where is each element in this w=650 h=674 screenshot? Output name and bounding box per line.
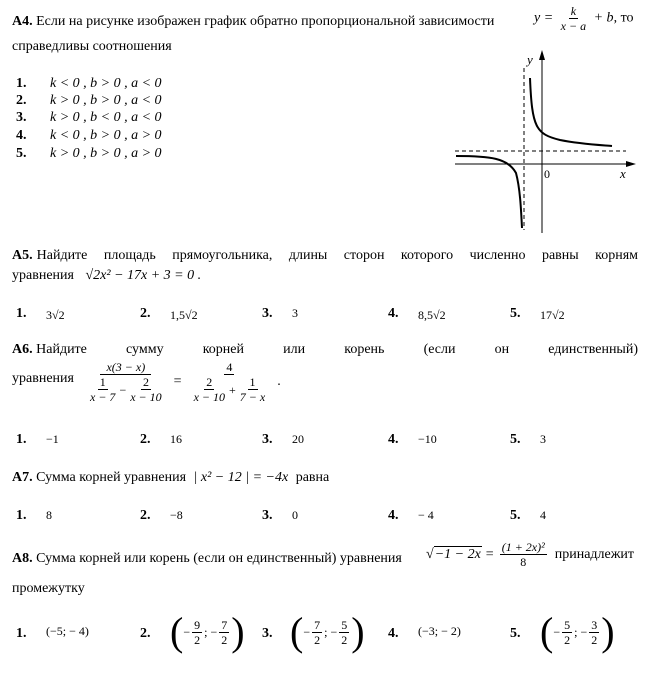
option-text: −8 [170,508,183,522]
frac-den: 2 [314,632,321,647]
option-number: 1. [16,306,27,321]
a6-lhs-d1 [88,375,117,404]
a6-lhs-num: x(3 − x) [100,360,151,375]
option-number: 3. [262,626,273,641]
option-number: 2. [140,432,151,447]
option-text: − 4 [418,508,434,522]
option-text: 16 [170,432,182,446]
frac-num: 5 [341,617,348,632]
frac-den: 2 [564,632,571,647]
option-text: k > 0 , b > 0 , a < 0 [50,93,162,108]
a5-option-4[interactable] [388,306,446,322]
option-text: 8 [46,508,52,522]
frac-den: x − 10 [130,390,162,404]
a6-rhs-d2 [238,375,267,404]
a5-option-1[interactable] [16,306,65,322]
frac-den: 2 [341,632,348,647]
y-axis-label: y [527,52,533,67]
option-text: 0 [292,508,298,522]
option-text: 4 [540,508,546,522]
a8-line2: промежутку [12,581,85,596]
a6-lhs [84,360,168,404]
option-text: k < 0 , b > 0 , a > 0 [50,128,162,143]
a7-number: А7. [12,470,33,485]
option-number: 5. [510,306,521,321]
a6-rhs-den: $\frac{2}{x - 10}$ + $\frac{1}{7 - x}$ [193,375,266,404]
option-number: 4. [388,626,399,641]
a8-frac-den: 8 [520,555,527,569]
frac-den: 2 [591,632,598,647]
option-number: 4. [388,508,399,523]
a6-word: или [283,342,306,357]
a4-formula-tail: + b [593,10,614,26]
a4-text-end: , то [613,10,634,26]
a6-rhs-num: 4 [226,360,233,374]
a6-option-1[interactable] [16,432,59,448]
a4-formula-lhs: y = [534,10,554,26]
a8-number: А8. [12,551,33,566]
a6-word: (если [423,342,456,357]
option-number: 3. [262,432,273,447]
a8-option-4[interactable] [388,624,461,642]
a8-option-2-interval: ( − $\frac{9}{2}$ ; − $\frac{7}{2}$ ) [170,609,245,654]
frac-num: 5 [564,617,571,632]
option-text: −1 [46,432,59,446]
a6-option-3[interactable] [262,432,304,448]
a4-option-2[interactable] [16,93,162,109]
frac-num: 7 [221,617,228,632]
option-number: 3. [262,508,273,523]
a4-graph [450,48,640,233]
a8-text: Сумма корней или корень (если он единственный) уравнения [36,551,402,566]
a4-option-3[interactable] [16,110,162,126]
a6-word: корней [202,342,245,357]
a7-option-1[interactable] [16,508,52,524]
option-number: 4. [388,432,399,447]
a6-option-5[interactable] [510,432,546,448]
frac-num: 3 [591,617,598,632]
option-number: 3. [262,306,273,321]
a6-option-2[interactable] [140,432,182,448]
a5-number: А5. [12,248,33,263]
curve-left-branch [456,156,522,228]
frac-den: 2 [194,632,201,647]
a7-option-5[interactable] [510,508,546,524]
a6-word: он [494,342,510,357]
a6-word: Найдите [36,342,87,357]
a7-option-3[interactable] [262,508,298,524]
option-number: 1. [16,432,27,447]
option-text: (−5; − 4) [46,624,89,638]
a6-number: А6. [12,342,33,357]
option-number: 5. [510,508,521,523]
a8-equation: √ −1 − 2x = $\frac{\text{(1 + 2x)²}}{8}$ принадлежит [426,540,635,569]
frac-num: 2 [206,375,213,389]
a4-option-4[interactable] [16,128,162,144]
option-text: −10 [418,432,437,446]
option-text: k > 0 , b < 0 , a < 0 [50,110,162,125]
a8-option-5-interval: ( − $\frac{5}{2}$ ; − $\frac{3}{2}$ ) [540,609,615,654]
a5-option-5[interactable] [510,306,565,322]
option-text: 3 [540,432,546,446]
a6-lhs-den: $\frac{1}{x - 7}$ − $\frac{2}{x - 10}$ [90,375,162,404]
a5-option-2[interactable] [140,306,198,322]
a8-option-3[interactable] [262,626,273,642]
a4-formula-frac [559,4,588,33]
a5-equation: √2x² − 17x + 3 = 0 . [85,268,202,283]
a8-frac [500,540,547,569]
option-text: k > 0 , b > 0 , a > 0 [50,146,162,161]
a8-frac-num: (1 + 2x)² [501,540,545,554]
option-text: 20 [292,432,304,446]
a4-option-1[interactable] [16,76,162,92]
a6-option-4[interactable] [388,432,437,448]
option-number: 1. [16,626,27,641]
frac-num: 9 [194,617,201,632]
option-number: 5. [510,432,521,447]
frac-num: 2 [142,375,149,389]
a6-word: сумму [126,342,164,357]
option-text: 1,5√2 [170,308,198,322]
option-number: 2. [16,93,27,108]
frac-den: 2 [221,632,228,647]
a7-equation: | x² − 12 | = −4x [193,470,289,485]
option-number: 5. [16,146,27,161]
a7-text-end: равна [295,470,330,485]
option-text: 3√2 [46,308,65,322]
a6-word: единственный) [548,342,638,357]
a7-option-4[interactable] [388,508,434,524]
a5-line2 [12,268,201,284]
a7-text: Сумма корней уравнения [36,470,187,485]
a7-line [12,470,329,486]
a6-word: корень [344,342,385,357]
a4-frac-den: x − a [560,19,587,33]
a6-lhs-d2 [128,375,163,404]
a4-text: Если на рисунке изображен график обратно пропорциональной зависимости [36,14,495,29]
a8-option-3-interval: ( − $\frac{7}{2}$ ; − $\frac{5}{2}$ ) [290,609,365,654]
a8-option-5[interactable] [510,626,521,642]
option-text: k < 0 , b > 0 , a < 0 [50,76,162,91]
a6-rhs [188,360,272,404]
frac-num: 1 [99,375,106,389]
y-axis-arrow [539,50,545,60]
option-text: 17√2 [540,308,565,322]
option-number: 5. [510,626,521,641]
frac-den: 7 − x [239,390,266,404]
a8-option-1[interactable] [16,624,89,642]
option-number: 2. [140,306,151,321]
frac-den: x − 10 [193,390,225,404]
option-number: 4. [16,128,27,143]
option-number: 3. [16,110,27,125]
origin-label: 0 [544,167,550,181]
option-number: 1. [16,508,27,523]
option-number: 1. [16,76,27,91]
a8-line1 [12,551,402,567]
a6-line1 [12,342,638,358]
a5-line1 [12,248,638,264]
a4-formula [534,4,634,33]
option-number: 2. [140,508,151,523]
a5-option-3[interactable] [262,306,298,322]
a6-rhs-d1 [192,375,227,404]
frac-num: 7 [314,617,321,632]
a6-line2-label: уравнения [12,371,74,386]
option-text: 8,5√2 [418,308,446,322]
a4-frac-num: k [570,4,577,18]
a4-option-5[interactable] [16,146,162,162]
a8-sqrt-expr: −1 − 2x [434,547,481,562]
option-text: (−3; − 2) [418,624,461,638]
a8-text-end: принадлежит [554,546,635,562]
frac-den: x − 7 [90,390,116,404]
x-axis-label: x [620,166,626,181]
x-axis-arrow [626,161,636,167]
a5-text: Найдите площадь прямоугольника, длины сторон которого численно равны корням [36,248,638,263]
a4-line2: справедливы соотношения [12,39,172,54]
a5-text-2: уравнения [12,268,74,283]
frac-num: 1 [249,375,256,389]
a6-equation: x(3 − x) $\frac{1}{x - 7}$ − $\frac{2}{x - 10}$ = 4 $\frac{2}{x - 10}$ + $\frac{1}{7 - x}$ . [82,360,281,404]
a4-line1 [12,14,494,30]
option-number: 4. [388,306,399,321]
a8-option-2[interactable] [140,626,151,642]
a8-eq-sign: = [485,546,494,562]
option-text: 3 [292,306,298,320]
a7-option-2[interactable] [140,508,183,524]
a4-number: А4. [12,14,33,29]
option-number: 2. [140,626,151,641]
